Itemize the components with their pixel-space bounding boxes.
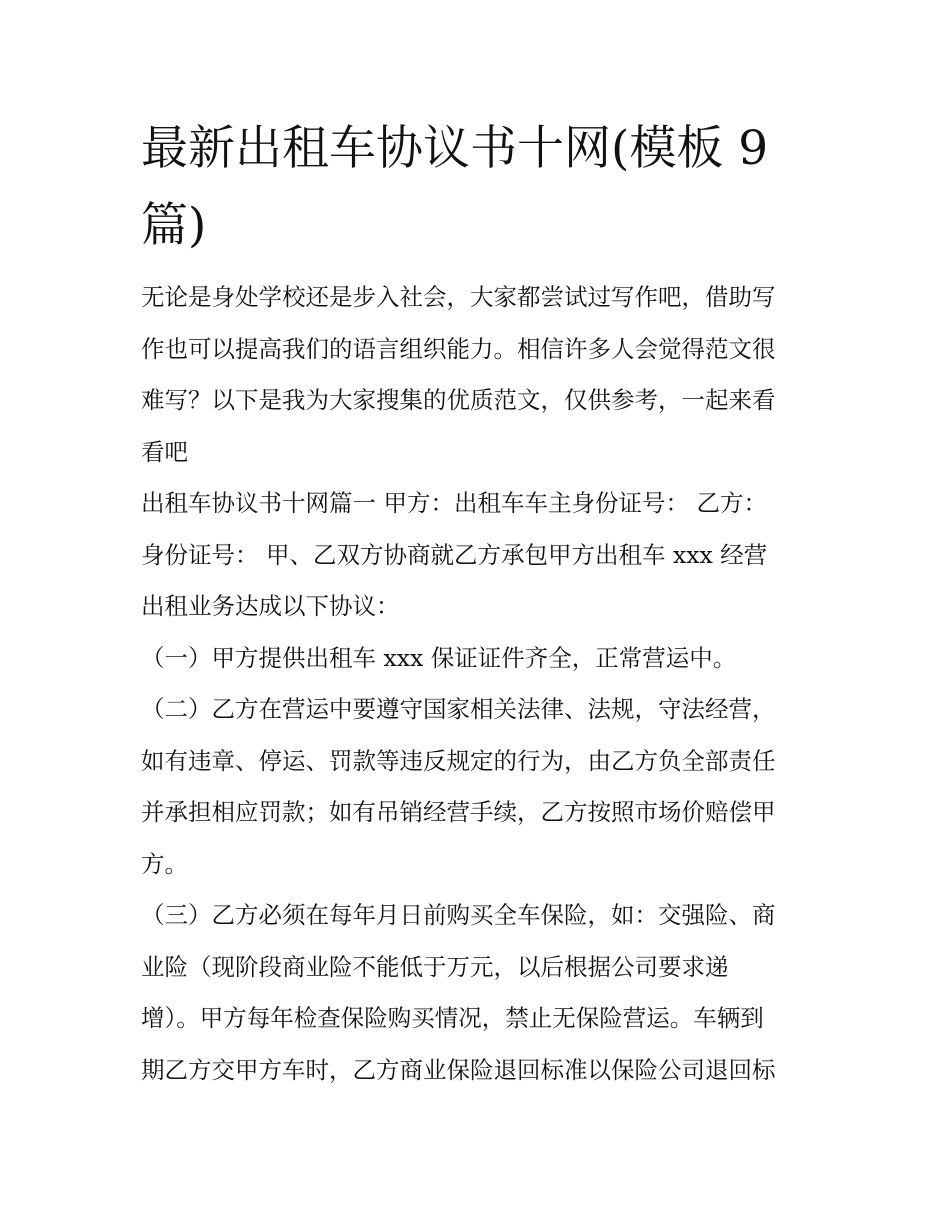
body-line: 业险（现阶段商业险不能低于万元，以后根据公司要求递 (141, 952, 729, 981)
body-line: 并承担相应罚款；如有吊销经营手续，乙方按照市场价赔偿甲 (141, 798, 776, 826)
body-line: 增）。甲方每年检查保险购买情况，禁止无保险营运。车辆到 (141, 1004, 764, 1032)
body-line: 方。 (141, 849, 188, 878)
body-line: 难写？以下是我为大家搜集的优质范文，仅供参考，一起来看 (141, 386, 776, 414)
body-line: （三）乙方必须在每年月日前购买全车保险，如：交强险、商 (141, 901, 776, 929)
document-body (141, 272, 821, 1096)
body-line: 出租业务达成以下协议： (141, 592, 400, 620)
title-line-2: 篇) (141, 198, 207, 253)
body-line: 看吧 (141, 437, 188, 466)
body-line: 出租车协议书十网篇一 甲方：出租车车主身份证号： 乙方： (141, 489, 767, 517)
body-line: （一）甲方提供出租车 xxx 保证证件齐全，正常营运中。 (141, 643, 737, 672)
body-line: 身份证号： 甲、乙双方协商就乙方承包甲方出租车 xxx 经营 (141, 540, 768, 569)
body-line: 期乙方交甲方车时，乙方商业保险退回标准以保险公司退回标 (141, 1055, 776, 1084)
body-line: （二）乙方在营运中要遵守国家相关法律、法规，守法经营， (141, 695, 776, 723)
title-line-1: 最新出租车协议书十网(模板 9 (141, 121, 769, 176)
document-title (141, 110, 821, 264)
body-line: 如有违章、停运、罚款等违反规定的行为，由乙方负全部责任 (141, 746, 776, 775)
body-line: 作也可以提高我们的语言组织能力。相信许多人会觉得范文很 (141, 334, 776, 363)
body-line: 无论是身处学校还是步入社会，大家都尝试过写作吧，借助写 (141, 283, 776, 311)
